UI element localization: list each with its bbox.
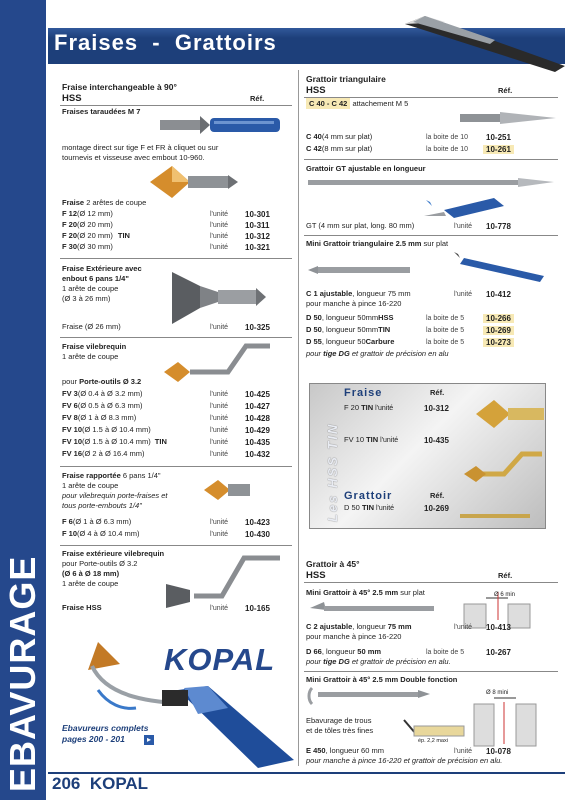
section-title: Grattoir à 45° <box>306 559 360 569</box>
product-row: GT (4 mm sur plat, long. 80 mm) <box>306 221 415 230</box>
ref-code: 10-413 <box>486 623 511 632</box>
page-number: 206 <box>52 774 81 793</box>
note-line: pour tige DG et grattoir de précision en alu. <box>306 657 451 666</box>
description-line: et de tôles très fines <box>306 726 374 735</box>
product-row: Fraise HSS <box>62 603 102 612</box>
unit-label: l'unité <box>210 222 229 229</box>
insert-cutter-image <box>200 474 290 506</box>
divider <box>304 159 558 160</box>
unit-label: l'unité <box>210 415 229 422</box>
mini-scraper-image <box>304 248 560 288</box>
ref-code: 10-427 <box>245 402 270 411</box>
product-row: FV 8 (Ø 1 à Ø 8.3 mm) <box>62 413 137 422</box>
panel-row: F 20 TIN l'unité <box>344 403 394 412</box>
product-row: FV 10 (Ø 1.5 à Ø 10.4 mm) TIN <box>62 437 167 446</box>
subsection-title: Grattoir GT ajustable en longueur <box>306 164 426 173</box>
divider <box>304 235 558 236</box>
description-line: (Ø 6 à Ø 18 mm) <box>62 569 120 578</box>
panel-side-label: Les HSS TIN <box>325 422 340 522</box>
ref-code: 10-269 <box>483 326 514 335</box>
unit-label: la boite de 5 <box>426 339 465 346</box>
footer-brand: KOPAL <box>89 774 149 793</box>
brand-logo: KOPAL <box>164 642 276 677</box>
product-row: F 20 (Ø 20 mm) <box>62 220 113 229</box>
section-title: Grattoir triangulaire <box>306 74 386 84</box>
page-title: Fraises - Grattoirs <box>54 30 277 55</box>
product-row: F 12 (Ø 12 mm) <box>62 209 113 218</box>
product-row: F 20 (Ø 20 mm) TIN <box>62 231 130 240</box>
product-row: D 50 , longueur 50mm TIN <box>306 325 391 334</box>
description-line: C 1 ajustable, longueur 75 mm <box>306 289 411 298</box>
see-also: pages 200 - 201 <box>62 734 125 744</box>
divider <box>60 105 292 106</box>
product-row: FV 16 (Ø 2 à Ø 16.4 mm) <box>62 449 145 458</box>
ref-code: 10-425 <box>245 390 270 399</box>
ref-code: 10-267 <box>486 648 511 657</box>
divider <box>60 258 292 259</box>
unit-label: l'unité <box>210 439 229 446</box>
countersink-image <box>150 164 260 200</box>
divider <box>60 545 292 546</box>
unit-label: l'unité <box>210 391 229 398</box>
unit-label: l'unité <box>454 748 473 755</box>
panel-row: D 50 TIN l'unité <box>344 503 395 512</box>
section-title: Fraise interchangeable à 90° <box>62 82 177 92</box>
section-subtitle: HSS <box>62 93 82 104</box>
ref-code: 10-269 <box>424 504 449 513</box>
ref-code: 10-435 <box>424 436 449 445</box>
subsection-title: Fraise vilebrequin <box>62 342 127 351</box>
unit-label: la boite de 10 <box>426 146 469 153</box>
divider <box>304 582 558 583</box>
unit-label: la boite de 5 <box>426 315 465 322</box>
description-line: E 450, longueur 60 mm <box>306 746 384 755</box>
ref-code: 10-312 <box>424 404 449 413</box>
ref-code: 10-321 <box>245 243 270 252</box>
unit-label: l'unité <box>210 605 229 612</box>
dimension-label: Ø 8 mini <box>486 690 509 696</box>
ref-code: 10-078 <box>486 747 511 756</box>
product-row: FV 6 (Ø 0.5 à Ø 6.3 mm) <box>62 401 143 410</box>
divider <box>60 337 292 338</box>
divider <box>60 466 292 467</box>
product-row: D 50 , longueur 50mm HSS <box>306 313 394 322</box>
panel-ref-header: Réf. <box>430 388 445 397</box>
description-line: montage direct sur tige F et FR à cliquet ou sur <box>62 143 219 152</box>
hole-diagram <box>472 690 546 748</box>
subsection-title: Mini Grattoir à 45° 2.5 mm Double fonction <box>306 675 458 684</box>
side-label: EBAVURAGE <box>2 555 43 792</box>
ref-code: 10-266 <box>483 314 514 323</box>
description-line: pour manche à pince 16-220 <box>306 632 402 641</box>
unit-label: l'unité <box>210 427 229 434</box>
unit-label: l'unité <box>210 403 229 410</box>
description-line: 1 arête de coupe <box>62 352 119 361</box>
description-line: pour Porte-outils Ø 3.2 <box>62 559 138 568</box>
divider <box>304 671 558 672</box>
ref-code: 10-251 <box>486 133 511 142</box>
description-line: 1 arête de coupe <box>62 579 119 588</box>
angled-scraper-image <box>306 598 456 620</box>
ref-code: 10-311 <box>245 221 270 230</box>
subsection-title: Fraise extérieure vilebrequin <box>62 549 165 558</box>
section-subtitle: HSS <box>306 85 326 96</box>
product-row: F 6 (Ø 1 à Ø 6.3 mm) <box>62 517 132 526</box>
attachment-line: C 40 - C 42 attachement M 5 <box>306 100 408 109</box>
description-line: C 2 ajustable, longueur 75 mm <box>306 622 412 631</box>
description-line: pour Porte-outils Ø 3.2 <box>62 377 142 386</box>
product-row: C 40 (4 mm sur plat) <box>306 132 373 141</box>
subsection-title: Fraise Extérieure avec <box>62 264 142 273</box>
unit-label: l'unité <box>454 291 473 298</box>
ref-header: Réf. <box>498 86 513 95</box>
unit-label: l'unité <box>210 324 229 331</box>
ref-code: 10-435 <box>245 438 270 447</box>
description-line: (Ø 3 à 26 mm) <box>62 294 111 303</box>
unit-label: la boite de 5 <box>426 327 465 334</box>
panel-heading: Grattoir <box>344 490 393 502</box>
product-row: D 55 , longueur 50 Carbure <box>306 337 395 346</box>
note-line: pour tige DG et grattoir de précision en alu <box>306 349 449 358</box>
ref-code: 10-423 <box>245 518 270 527</box>
note-line: pour manche à pince 16-220 et grattoir de précision en alu. <box>306 756 503 765</box>
page-link-icon[interactable]: ▸ <box>144 735 154 745</box>
description-line: Ebavurage de trous <box>306 716 372 725</box>
ref-code: 10-273 <box>483 338 514 347</box>
product-row: F 10 (Ø 4 à Ø 10.4 mm) <box>62 529 140 538</box>
ref-code: 10-412 <box>486 290 511 299</box>
external-cutter-image <box>170 262 280 332</box>
ref-code: 10-778 <box>486 222 511 231</box>
section-subtitle: HSS <box>306 570 326 581</box>
panel-row: FV 10 TIN l'unité <box>344 435 399 444</box>
thickness-label: ép. 2,2 maxi <box>418 738 448 744</box>
unit-label: l'unité <box>210 451 229 458</box>
product-row: Fraise (Ø 26 mm) <box>62 322 121 331</box>
ref-header: Réf. <box>250 94 265 103</box>
unit-label: l'unité <box>454 624 473 631</box>
ref-code: 10-261 <box>483 145 514 154</box>
ref-code: 10-301 <box>245 210 270 219</box>
description-line: pour vilebrequin porte-fraises et <box>62 491 168 500</box>
subsection-title: enbout 6 pans 1/4" <box>62 274 129 283</box>
triangular-scraper-image <box>410 106 560 130</box>
product-row: F 30 (Ø 30 mm) <box>62 242 113 251</box>
crank-cutter-image <box>150 340 290 390</box>
panel-tools-image <box>460 392 546 526</box>
ref-code: 10-428 <box>245 414 270 423</box>
threaded-cutter-image <box>130 110 290 144</box>
unit-label: l'unité <box>210 211 229 218</box>
subsection-title: Fraise rapportée 6 pans 1/4" <box>62 471 161 480</box>
ref-code: 10-325 <box>245 323 270 332</box>
description-line: 1 arête de coupe <box>62 284 119 293</box>
ref-code: 10-430 <box>245 530 270 539</box>
column-divider <box>298 70 299 766</box>
ref-code: 10-312 <box>245 232 270 241</box>
description-line: Fraise 2 arêtes de coupe <box>62 198 147 207</box>
product-row: FV 3 (Ø 0.4 à Ø 3.2 mm) <box>62 389 143 398</box>
description-line: D 66, longueur 50 mm <box>306 647 382 656</box>
panel-heading: Fraise <box>344 387 383 399</box>
unit-label: l'unité <box>454 223 473 230</box>
panel-ref-header: Réf. <box>430 491 445 500</box>
unit-label: l'unité <box>210 519 229 526</box>
unit-label: la boite de 5 <box>426 649 465 656</box>
unit-label: la boite de 10 <box>426 134 469 141</box>
unit-label: l'unité <box>210 244 229 251</box>
description-line: 1 arête de coupe <box>62 481 119 490</box>
ref-code: 10-429 <box>245 426 270 435</box>
gt-scraper-image <box>304 172 560 224</box>
description-line: pour manche à pince 16-220 <box>306 299 402 308</box>
ref-code: 10-432 <box>245 450 270 459</box>
subsection-title: Fraises taraudées M 7 <box>62 107 141 116</box>
see-also: Ebavureurs complets <box>62 723 149 733</box>
ref-header: Réf. <box>498 571 513 580</box>
description-line: tournevis et visseuse avec embout 10-960. <box>62 153 205 162</box>
ref-code: 10-165 <box>245 604 270 613</box>
dimension-label: Ø 6 min <box>494 592 516 598</box>
subsection-title: Mini Grattoir à 45° 2.5 mm sur plat <box>306 588 425 597</box>
scraper-header-image <box>395 0 565 72</box>
product-row: FV 10 (Ø 1.5 à Ø 10.4 mm) <box>62 425 151 434</box>
unit-label: l'unité <box>210 531 229 538</box>
product-row: C 42 (8 mm sur plat) <box>306 144 373 153</box>
subsection-title: Mini Grattoir triangulaire 2.5 mm sur plat <box>306 239 449 248</box>
footer <box>52 774 148 794</box>
description-line: tous porte-embouts 1/4" <box>62 501 142 510</box>
unit-label: l'unité <box>210 233 229 240</box>
